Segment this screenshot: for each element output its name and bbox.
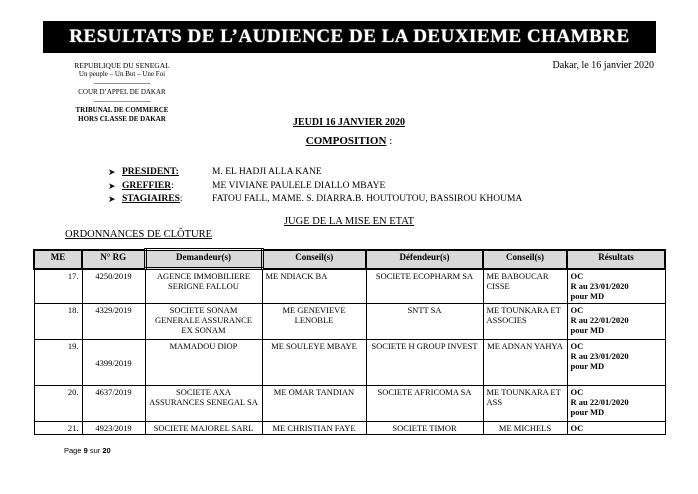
cell-resultat xyxy=(567,386,665,422)
institution-header xyxy=(62,61,182,124)
separator: ------------------------------- xyxy=(93,97,151,105)
tribunal-label-1: TRIBUNAL DE COMMERCE xyxy=(75,106,169,114)
result-line: OC xyxy=(570,305,584,315)
col-header-conseil: Conseil(s) xyxy=(262,250,366,269)
cell-defendeur: SOCIETE ECOPHARM SA xyxy=(366,269,483,304)
result-line: OC xyxy=(570,387,584,397)
col-header-resultats: Résultats xyxy=(567,250,665,269)
cell-conseil: ME ADNAN YAHYA xyxy=(483,340,567,386)
result-line: OC xyxy=(570,423,584,433)
cell-rg: 4637/2019 xyxy=(82,386,145,422)
composition-suffix: : xyxy=(386,135,393,147)
role-label: GREFFIER xyxy=(122,180,172,191)
role-label-wrap xyxy=(122,193,212,207)
cell-me: 17. xyxy=(34,269,82,304)
result-line: R au 23/01/2020 xyxy=(570,351,629,361)
role-value: M. EL HADJI ALLA KANE xyxy=(212,167,322,177)
cell-defendeur: SOCIETE AFRICOMA SA xyxy=(366,386,483,422)
result-line: pour MD xyxy=(570,361,605,371)
page-banner-title: RESULTATS DE L’AUDIENCE DE LA DEUXIEME CHAMBRE xyxy=(43,21,656,53)
cell-rg: 4329/2019 xyxy=(82,304,145,340)
separator: ------------------------------- xyxy=(93,79,151,87)
cell-me: 20. xyxy=(34,386,82,422)
cell-resultat xyxy=(567,304,665,340)
composition-heading xyxy=(0,135,698,147)
role-value: ME VIVIANE PAULELE DIALLO MBAYE xyxy=(212,180,386,191)
cell-rg: 4923/2019 xyxy=(82,422,145,435)
ordonnances-heading: ORDONNANCES DE CLÔTURE xyxy=(65,229,212,240)
cell-conseil: ME CHRISTIAN FAYE xyxy=(262,422,366,435)
role-value: FATOU FALL, MAME. S. DIARRA.B. HOUTOUTOU, BASSIROU KHOUMA xyxy=(212,194,523,204)
result-line: R au 22/01/2020 xyxy=(570,315,629,325)
composition-list xyxy=(108,166,522,207)
role-row-president xyxy=(108,166,522,180)
table-row xyxy=(34,386,665,422)
page-number: 9 xyxy=(83,446,88,455)
col-header-me: ME xyxy=(34,250,82,269)
cell-demandeur: SOCIETE MAJOREL SARL xyxy=(145,422,262,435)
role-sep: : xyxy=(171,180,174,191)
cell-resultat xyxy=(567,269,665,304)
role-row-stagiaires xyxy=(108,193,522,207)
cell-demandeur: AGENCE IMMOBILIERE SERIGNE FALLOU xyxy=(145,269,262,304)
cell-demandeur: SOCIETE SONAM GENERALE ASSURANCE EX SONAM xyxy=(145,304,262,340)
table-row xyxy=(34,422,665,435)
cell-conseil: ME OMAR TANDIAN xyxy=(262,386,366,422)
result-line: pour MD xyxy=(570,325,605,335)
juge-heading: JUGE DE LA MISE EN ETAT xyxy=(283,216,415,227)
cell-defendeur: SNTT SA xyxy=(366,304,483,340)
cell-me: 19. xyxy=(34,340,82,386)
cell-conseil: ME TOUNKARA ET ASSOCIES xyxy=(483,304,567,340)
col-header-defendeur: Défendeur(s) xyxy=(366,250,483,269)
cell-me: 21. xyxy=(34,422,82,435)
result-line: R au 23/01/2020 xyxy=(570,280,629,291)
arrow-bullet-icon: ➤ xyxy=(108,180,116,191)
arrow-bullet-icon: ➤ xyxy=(108,194,116,204)
col-header-conseil: Conseil(s) xyxy=(483,250,567,269)
page-footer xyxy=(64,446,111,455)
cell-demandeur: SOCIETE AXA ASSURANCES SENEGAL SA xyxy=(145,386,262,422)
table-row xyxy=(34,269,665,304)
cell-conseil: ME BABOUCAR CISSE xyxy=(483,269,567,304)
cell-resultat xyxy=(567,422,665,435)
republique-label: REPUBLIQUE DU SENEGAL xyxy=(74,61,170,70)
cell-conseil: ME MICHELS xyxy=(483,422,567,435)
cell-conseil: ME GENEVIEVE LENOBLE xyxy=(262,304,366,340)
role-sep: : xyxy=(179,194,183,204)
result-line: pour MD xyxy=(570,290,605,301)
result-line: pour MD xyxy=(570,407,605,417)
document-date: Dakar, le 16 janvier 2020 xyxy=(552,60,654,71)
role-label-wrap xyxy=(122,180,212,194)
table-row xyxy=(34,304,665,340)
role-label: PRESIDENT: xyxy=(122,167,179,177)
cour-label: COUR D’APPEL DE DAKAR xyxy=(78,88,166,96)
devise-label: Un peuple – Un But – Une Foi xyxy=(78,70,166,78)
cell-defendeur: SOCIETE TIMOR xyxy=(366,422,483,435)
page-prefix: Page xyxy=(64,446,84,455)
cell-rg: 4250/2019 xyxy=(82,269,145,304)
result-line: OC xyxy=(570,341,584,351)
table-row xyxy=(34,340,665,386)
cell-defendeur: SOCIETE H GROUP INVEST xyxy=(366,340,483,386)
cell-demandeur: MAMADOU DIOP xyxy=(145,340,262,386)
role-label: STAGIAIRES xyxy=(122,194,180,204)
page-total: 20 xyxy=(102,446,111,455)
result-line: R au 22/01/2020 xyxy=(570,397,629,407)
cell-me: 18. xyxy=(34,304,82,340)
result-line: OC xyxy=(570,270,584,281)
cell-rg: 4399/2019 xyxy=(82,340,145,386)
tribunal-label-2: HORS CLASSE DE DAKAR xyxy=(78,115,166,123)
hearing-day-title: JEUDI 16 JANVIER 2020 xyxy=(293,117,405,128)
page-sur: sur xyxy=(87,446,103,455)
cell-conseil: ME NDIACK BA xyxy=(262,269,366,304)
col-header-rg: N° RG xyxy=(82,250,145,269)
col-header-demandeur: Demandeur(s) xyxy=(145,250,262,269)
arrow-bullet-icon: ➤ xyxy=(108,167,116,177)
cell-resultat xyxy=(567,340,665,386)
composition-label: COMPOSITION xyxy=(305,135,387,147)
cell-conseil: ME SOULEYE MBAYE xyxy=(262,340,366,386)
role-row-greffier xyxy=(108,180,522,194)
results-table xyxy=(33,248,666,435)
cell-conseil: ME TOUNKARA ET ASS xyxy=(483,386,567,422)
table-header-row xyxy=(34,250,665,269)
